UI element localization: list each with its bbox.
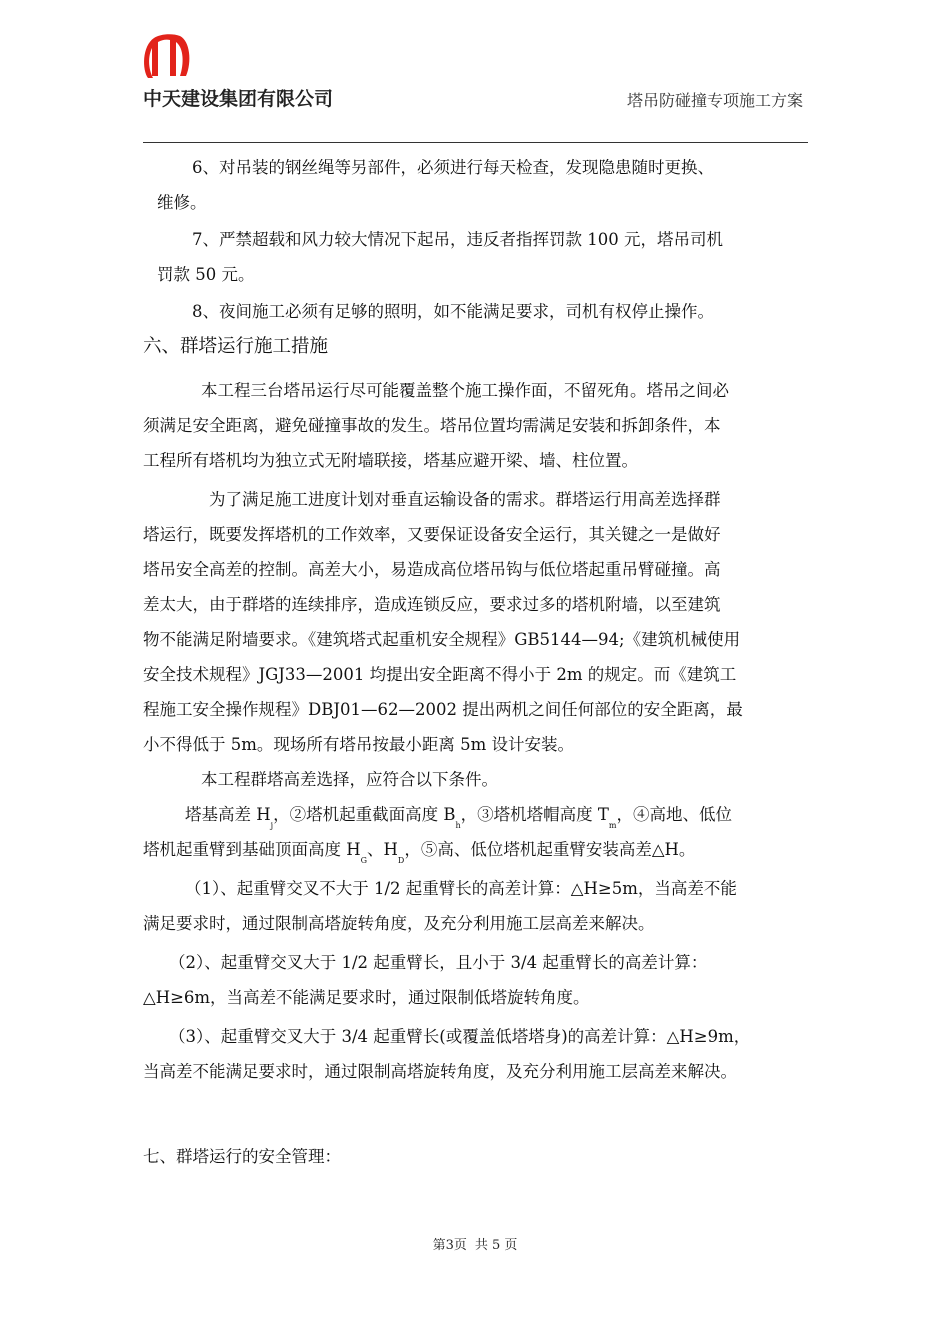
paragraph-2-line-6: 安全技术规程》JGJ33—2001 均提出安全距离不得小于 2m 的规定。而《建筑工	[143, 665, 737, 684]
page-number: 第3页	[432, 1238, 467, 1253]
item-3-line-2: 当高差不能满足要求时，通过限制高塔旋转角度，及充分利用施工层高差来解决。	[143, 1062, 737, 1081]
header-divider	[143, 142, 808, 143]
paragraph-1-line-3: 工程所有塔机均为独立式无附墙联接，塔基应避开梁、墙、柱位置。	[143, 451, 638, 470]
paragraph-2-line-7: 程施工安全操作规程》DBJ01—62—2002 提出两机之间任何部位的安全距离，最	[143, 700, 743, 719]
condition-3: ，③塔机塔帽高度 T	[460, 805, 609, 824]
paragraph-2-line-5: 物不能满足附墙要求。《建筑塔式起重机安全规程》GB5144—94;《建筑机械使用	[143, 630, 741, 649]
item-8: 8、夜间施工必须有足够的照明，如不能满足要求，司机有权停止操作。	[192, 302, 714, 321]
item-6-line-2: 维修。	[157, 193, 207, 212]
item-7-line-1: 7、严禁超载和风力较大情况下起吊，违反者指挥罚款 100 元，塔吊司机	[192, 230, 723, 249]
section-6-heading: 六、群塔运行施工措施	[143, 336, 329, 357]
item-2-line-2: △H≥6m，当高差不能满足要求时，通过限制低塔旋转角度。	[143, 988, 590, 1007]
page-footer	[0, 1234, 950, 1253]
section-7-heading: 七、群塔运行的安全管理：	[143, 1147, 341, 1166]
item-6-line-1: 6、对吊装的钢丝绳等另部件，必须进行每天检查，发现隐患随时更换、	[192, 158, 714, 177]
paragraph-1-line-1: 本工程三台塔吊运行尽可能覆盖整个施工操作面，不留死角。塔吊之间必	[201, 381, 729, 400]
document-body	[143, 150, 810, 1174]
paragraph-3: 本工程群塔高差选择，应符合以下条件。	[201, 770, 498, 789]
company-name: 中天建设集团有限公司	[143, 88, 334, 110]
condition-5: ，⑤高、低位塔机起重臂安装高差△H。	[404, 840, 696, 859]
conditions-line-2: 塔机起重臂到基础顶面高度 $H_G$、$H_D$，⑤高、低位塔机起重臂安装高差△H。	[143, 840, 696, 865]
condition-1: 塔基高差 H	[185, 805, 271, 824]
item-1-line-1: （1）、起重臂交叉不大于 1/2 起重臂长的高差计算：△H≥5m，当高差不能	[185, 879, 737, 898]
paragraph-2-line-8: 小不得低于 5m。现场所有塔吊按最小距离 5m 设计安装。	[143, 735, 575, 754]
paragraph-2-line-3: 塔吊安全高差的控制。高差大小，易造成高位塔吊钩与低位塔起重吊臂碰撞。高	[143, 560, 721, 579]
condition-2: ，②塔机起重截面高度 B	[273, 805, 456, 824]
company-logo-icon	[140, 32, 192, 82]
paragraph-2-line-4: 差太大，由于群塔的连续排序，造成连锁反应，要求过多的塔机附墙，以至建筑	[143, 595, 721, 614]
paragraph-1-line-2: 须满足安全距离，避免碰撞事故的发生。塔吊位置均需满足安装和拆卸条件，本	[143, 416, 721, 435]
item-2-line-1: （2）、起重臂交叉大于 1/2 起重臂长，且小于 3/4 起重臂长的高差计算：	[169, 953, 708, 972]
paragraph-2-line-1: 为了满足施工进度计划对垂直运输设备的需求。群塔运行用高差选择群	[209, 490, 721, 509]
document-title: 塔吊防碰撞专项施工方案	[626, 91, 803, 110]
conditions-line-1: 塔基高差 $H_j$，②塔机起重截面高度 $B_h$，③塔机塔帽高度 $T_m$，④高地、低位	[185, 805, 733, 830]
item-7-line-2: 罚款 50 元。	[157, 265, 255, 284]
paragraph-2-line-2: 塔运行，既要发挥塔机的工作效率，又要保证设备安全运行，其关键之一是做好	[143, 525, 721, 544]
condition-4: ，④高地、低位	[616, 805, 733, 824]
item-1-line-2: 满足要求时，通过限制高塔旋转角度，及充分利用施工层高差来解决。	[143, 914, 655, 933]
item-3-line-1: （3）、起重臂交叉大于 3/4 起重臂长(或覆盖低塔塔身)的高差计算：△H≥9m，	[169, 1027, 751, 1046]
page-total: 共 5 页	[474, 1238, 518, 1253]
